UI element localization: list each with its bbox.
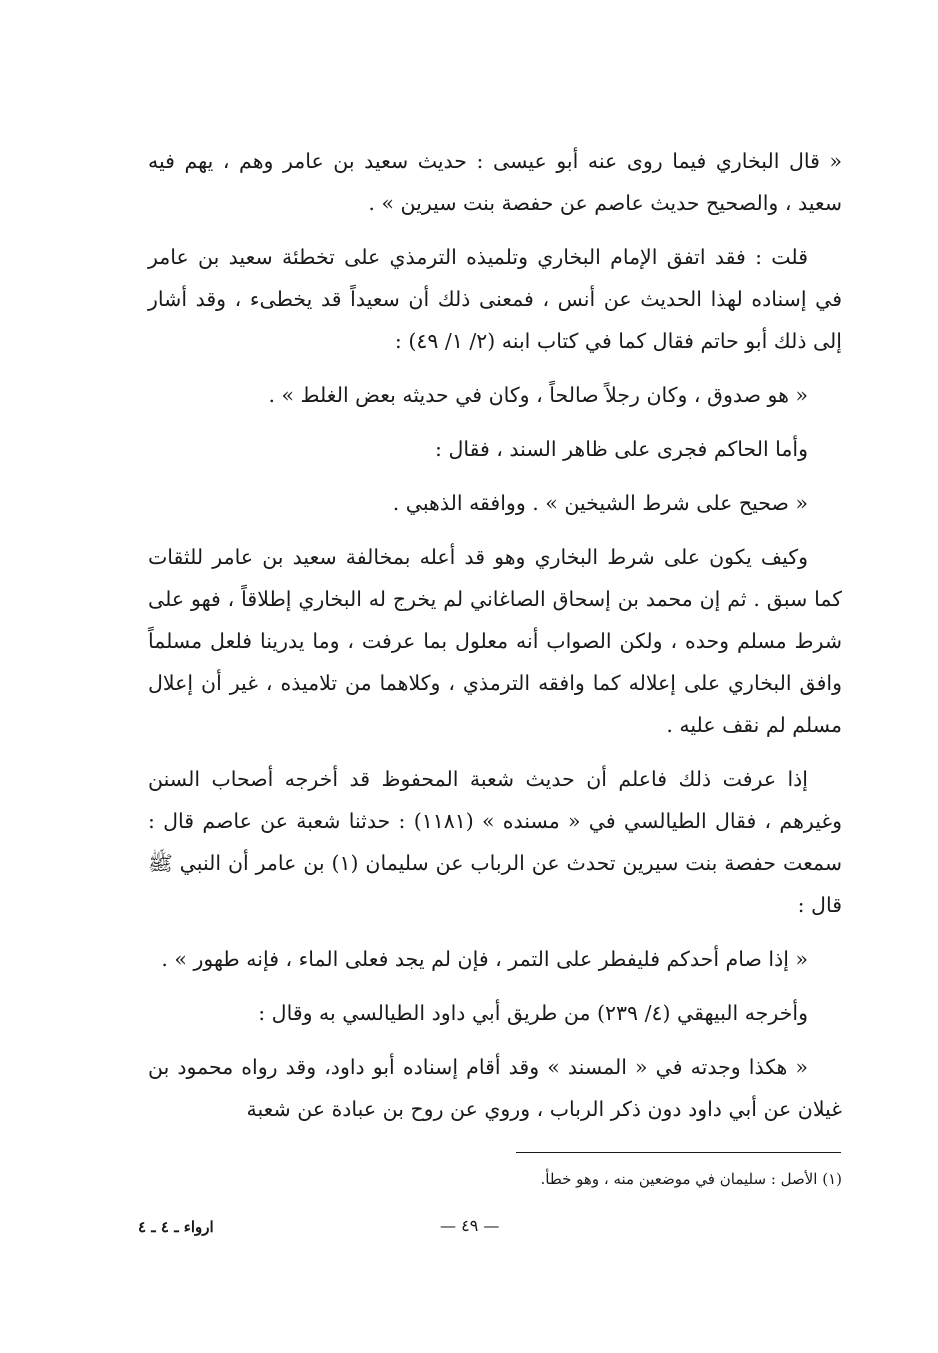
paragraph-commentary: قلت : فقد اتفق الإمام البخاري وتلميذه الترمذي على تخطئة سعيد بن عامر في إسناده لهذا الحديث عن أنس ، فمعنى ذلك أن سعيداً قد يخطىء ، وقد أشار إلى ذلك أبو حاتم فقال كما في كتاب ابنه (٢/ ١/ ٤٩) : — [148, 245, 842, 353]
paragraph-bayhaqi-quote: « هكذا وجدته في « المسند » وقد أقام إسناده أبو داود، وقد رواه محمود بن غيلان عن أبي داود دون ذكر الرباب ، وروي عن روح بن عبادة عن شعبة — [148, 1055, 842, 1121]
page-number: — ٤٩ — — [440, 1216, 500, 1235]
footnote: (١) الأصل : سليمان في موضعين منه ، وهو خطأ. — [540, 1170, 842, 1188]
book-reference: ارواء ـ ٤ ـ ٤ — [138, 1218, 214, 1236]
paragraph-quote-hakim: « صحيح على شرط الشيخين » . ووافقه الذهبي . — [392, 491, 808, 515]
paragraph-quote-bukhari: « قال البخاري فيما روى عنه أبو عيسى : حديث سعيد بن عامر وهم ، يهم فيه سعيد ، والصحيح حديث عاصم عن حفصة بنت سيرين » . — [148, 149, 842, 215]
body-text — [148, 140, 842, 1142]
paragraph-critique: وكيف يكون على شرط البخاري وهو قد أعله بمخالفة سعيد بن عامر للثقات كما سبق . ثم إن محمد بن إسحاق الصاغاني لم يخرج له البخاري إطلاقاً ، فهو على شرط مسلم وحده ، ولكن الصواب أنه معلول بما عرفت ، وما يدرينا فلعل مسلماً وافق البخاري على إعلاله كما وافقه الترمذي ، وكلاهما من تلاميذه ، غير أن إعلال مسلم لم نقف عليه . — [148, 545, 842, 737]
paragraph-hakim: وأما الحاكم فجرى على ظاهر السند ، فقال : — [435, 437, 808, 461]
paragraph-hadith-text: « إذا صام أحدكم فليفطر على التمر ، فإن لم يجد فعلى الماء ، فإنه طهور » . — [161, 947, 808, 971]
paragraph-bayhaqi: وأخرجه البيهقي (٤/ ٢٣٩) من طريق أبي داود الطيالسي به وقال : — [258, 1001, 808, 1025]
footnote-divider — [516, 1152, 841, 1153]
paragraph-shuba-narration: إذا عرفت ذلك فاعلم أن حديث شعبة المحفوظ قد أخرجه أصحاب السنن وغيرهم ، فقال الطيالسي في « مسنده » (١١٨١) : حدثنا شعبة عن عاصم قال : سمعت حفصة بنت سيرين تحدث عن الرباب عن سليمان (١) بن عامر أن النبي ﷺ قال : — [148, 767, 842, 917]
paragraph-quote-abu-hatim: « هو صدوق ، وكان رجلاً صالحاً ، وكان في حديثه بعض الغلط » . — [268, 383, 808, 407]
